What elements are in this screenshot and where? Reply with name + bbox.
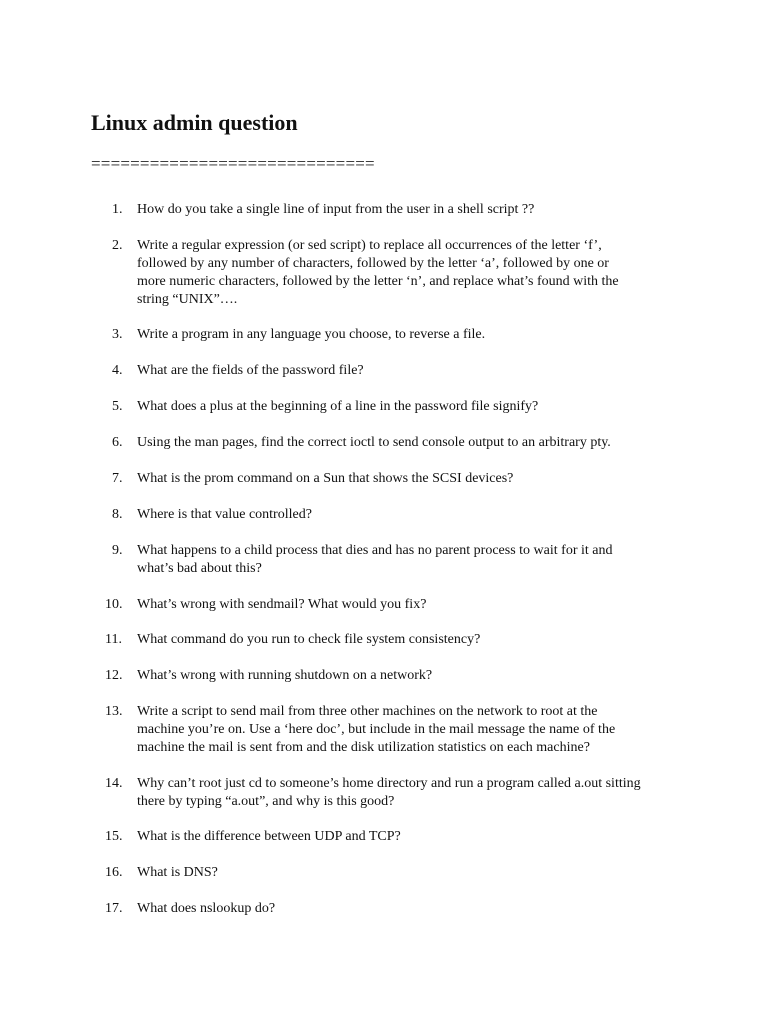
question-line: What does a plus at the beginning of a line in the password file signify? [137,399,539,414]
question-number: 7. [112,471,123,486]
question-item [112,434,672,452]
question-item [105,828,672,846]
question-item [105,596,672,614]
question-line: more numeric characters, followed by the letter ‘n’, and replace what’s found with the [137,274,619,289]
question-line: there by typing “a.out”, and why is this good? [137,794,395,809]
question-text [137,542,667,578]
question-text [137,434,667,452]
question-number: 17. [105,901,123,916]
question-text [137,201,667,219]
question-line: What does nslookup do? [137,901,276,916]
question-line: Where is that value controlled? [137,507,312,522]
question-number: 4. [112,363,123,378]
question-text [137,237,667,309]
title-separator: ============================= [91,154,375,173]
question-line: Write a script to send mail from three other machines on the network to root at the [137,704,598,719]
question-number: 1. [112,202,123,217]
question-text [137,596,667,614]
question-line: What is DNS? [137,865,218,880]
question-text [137,828,667,846]
question-line: Why can’t root just cd to someone’s home directory and run a program called a.out sitting [137,776,641,791]
question-text [137,470,667,488]
question-item [112,237,672,309]
question-line: What is the difference between UDP and TCP? [137,829,401,844]
question-number: 9. [112,543,123,558]
question-line: What is the prom command on a Sun that shows the SCSI devices? [137,471,514,486]
question-number: 11. [105,632,122,647]
question-line: What are the fields of the password file? [137,363,364,378]
question-text [137,631,667,649]
question-line: machine you’re on. Use a ‘here doc’, but include in the mail message the name of the [137,722,616,737]
question-item [105,775,672,811]
question-text [137,703,667,757]
question-text [137,775,667,811]
question-line: Write a regular expression (or sed script) to replace all occurrences of the letter ‘f’, [137,238,602,253]
question-item [105,703,672,757]
question-item [105,900,672,918]
question-item [112,362,672,380]
question-item [112,506,672,524]
question-text [137,398,667,416]
question-line: followed by any number of characters, followed by the letter ‘a’, followed by one or [137,256,609,271]
question-text [137,900,667,918]
question-line: string “UNIX”…. [137,292,238,307]
question-item [105,631,672,649]
question-text [137,362,667,380]
question-line: Using the man pages, find the correct ioctl to send console output to an arbitrary pty. [137,435,611,450]
question-item [112,201,672,219]
question-text [137,667,667,685]
question-item [105,864,672,882]
question-number: 3. [112,327,123,342]
question-text [137,506,667,524]
question-number: 12. [105,668,123,683]
question-text [137,864,667,882]
question-number: 16. [105,865,123,880]
question-line: What command do you run to check file system consistency? [137,632,481,647]
question-item [112,326,672,344]
question-number: 6. [112,435,123,450]
question-item [112,542,672,578]
question-line: Write a program in any language you choose, to reverse a file. [137,327,486,342]
question-number: 8. [112,507,123,522]
question-line: How do you take a single line of input from the user in a shell script ?? [137,202,535,217]
question-number: 2. [112,238,123,253]
question-line: what’s bad about this? [137,561,262,576]
document-title: Linux admin question [91,110,298,135]
question-item [105,667,672,685]
question-number: 13. [105,704,123,719]
question-number: 5. [112,399,123,414]
question-number: 15. [105,829,123,844]
question-number: 14. [105,776,123,791]
question-line: machine the mail is sent from and the disk utilization statistics on each machine? [137,740,590,755]
question-item [112,398,672,416]
question-item [112,470,672,488]
question-text [137,326,667,344]
question-number: 10. [105,597,123,612]
question-line: What happens to a child process that dies and has no parent process to wait for it and [137,543,613,558]
question-line: What’s wrong with sendmail? What would you fix? [137,597,427,612]
question-line: What’s wrong with running shutdown on a network? [137,668,433,683]
